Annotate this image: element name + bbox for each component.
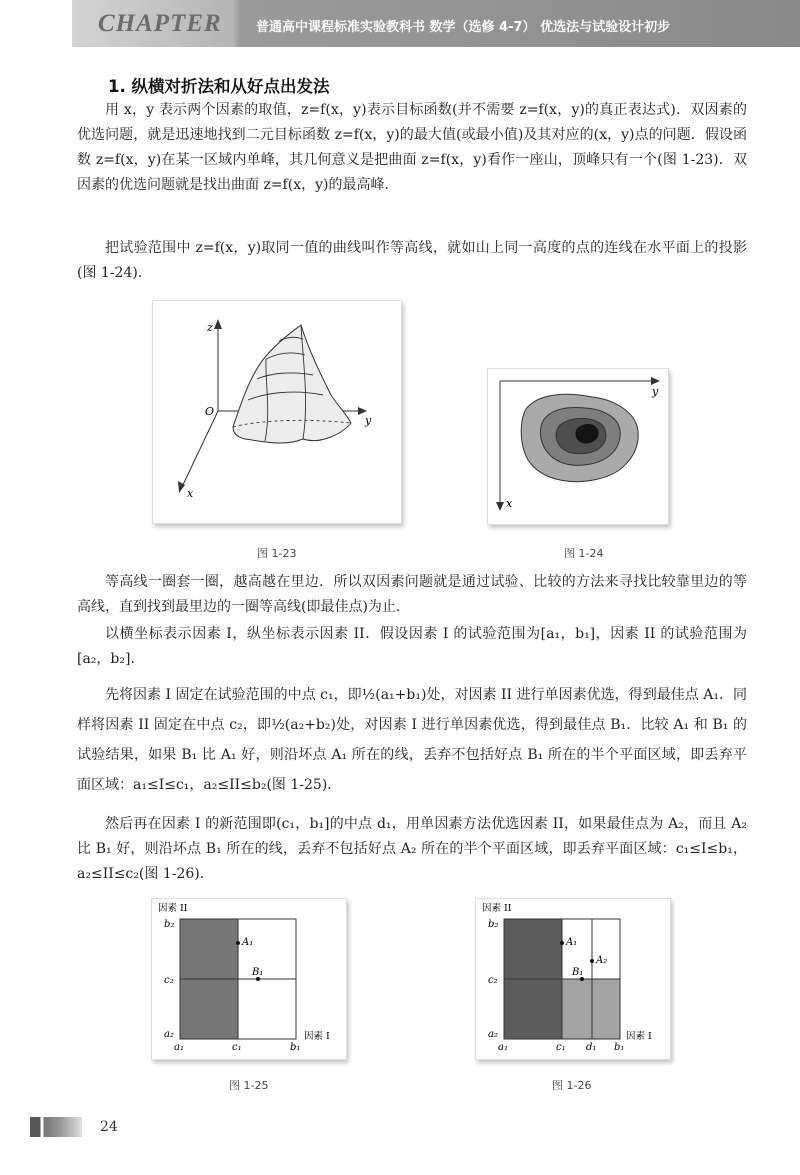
paragraph-2: 把试验范围中 z=f(x，y)取同一值的曲线叫作等高线，就如山上同一高度的点的连线在水平面上的投影(图 1-24)． [77,240,747,281]
fig25-B1-label: B₁ [252,967,264,978]
point-A2 [590,959,594,963]
fig25-a2-label: a₂ [164,1029,174,1040]
fig25-a1-label: a₁ [174,1042,184,1053]
book-title: 普通高中课程标准实验教科书 数学（选修 4-7） 优选法与试验设计初步 [256,20,671,35]
mountain-surface-diagram [153,301,401,523]
paragraph-5: 先将因素 I 固定在试验范围的中点 c₁，即½(a₁+b₁)处，对因素 II 进行单因素优选，得到最佳点 A₁．同样将因素 II 固定在中点 c₂，即½(a₂+b₂)处，对因素 I 进行单因素优选，得到最佳点 B₁．比较 A₁ 和 B₁ 的试验结果，如果 B₁ 比 A₁ 好，则沿坏点 A₁ 所在的线，丢弃不包括好点 B₁ 所在的半个平面区域，即丢弃平面区域：a₁≤I≤c₁，a₂≤II≤b₂(图 1-25)． [77,687,747,793]
point-A1 [560,941,564,945]
figure-1-24 [487,368,669,525]
region-diagram-1-25 [152,899,346,1059]
discarded-region-lower-right [562,979,620,1039]
fig26-axis-x-label: 因素 I [626,1031,652,1042]
fig26-axis-y-label: 因素 II [482,903,512,914]
fig25-caption: 图 1-25 [229,1079,269,1092]
contour-map-diagram [488,369,668,524]
fig25-axis-x-label: 因素 I [304,1031,330,1042]
fig25-b2-label: b₂ [164,919,175,930]
section-title: 1. 纵横对折法和从好点出发法 [108,77,330,96]
fig25-b1-label: b₁ [290,1042,301,1053]
point-A1 [236,941,240,945]
fig24-x-label: x [506,497,513,510]
fig26-B1-label: B₁ [572,967,584,978]
fig23-x-label: x [187,487,194,500]
fig23-caption: 图 1-23 [257,547,297,560]
paragraph-4: 以横坐标表示因素 I，纵坐标表示因素 II．假设因素 I 的试验范围为[a₁，b₁]，因素 II 的试验范围为[a₂，b₂]． [77,626,747,667]
fig26-b2-label: b₂ [488,919,499,930]
fig26-A2-label: A₂ [596,955,608,966]
fig26-a2-label: a₂ [488,1029,498,1040]
chapter-header-bar [72,0,800,47]
fig26-caption: 图 1-26 [552,1079,592,1092]
figure-1-23 [152,300,402,524]
fig25-c2-label: c₂ [164,975,174,986]
fig26-c2-label: c₂ [488,975,498,986]
fig26-c1-label: c₁ [556,1042,566,1053]
paragraph-6: 然后再在因素 I 的新范围即(c₁，b₁]的中点 d₁，用单因素方法优选因素 II，如果最佳点为 A₂，而且 A₂ 比 B₁ 好，则沿坏点 B₁ 所在的线，丢弃不包括好点 A₂ 所在的半个平面区域，即丢弃平面区域：c₁≤I≤b₁，a₂≤II≤c₂(图 1-26)． [77,816,747,882]
fig24-y-label: y [652,385,659,398]
paragraph-1: 用 x，y 表示两个因素的取值，z=f(x，y)表示目标函数(并不需要 z=f(x，y)的真正表达式)．双因素的优选问题，就是迅速地找到二元目标函数 z=f(x，y)的最大值(或最小值)及其对应的(x，y)点的问题．假设函数 z=f(x，y)在某一区域内单峰，其几何意义是把曲面 z=f(x，y)看作一座山，顶峰只有一个(图 1-23)．双因素的优选问题就是找出曲面 z=f(x，y)的最高峰． [77,102,747,193]
fig26-a1-label: a₁ [498,1042,508,1053]
fig25-A1-label: A₁ [242,937,254,948]
paragraph-3: 等高线一圈套一圈，越高越在里边．所以双因素问题就是通过试验、比较的方法来寻找比较靠里边的等高线，直到找到最里边的一圈等高线(即最佳点)为止． [77,574,747,615]
figure-1-25 [151,898,347,1060]
fig26-b1-label: b₁ [614,1042,625,1053]
fig23-origin-label: O [205,405,215,418]
region-diagram-1-26 [476,899,670,1059]
fig25-c1-label: c₁ [232,1042,242,1053]
fig23-y-label: y [365,414,372,427]
fig26-d1-label: d₁ [586,1042,597,1053]
fig25-axis-y-label: 因素 II [158,903,188,914]
figure-1-26 [475,898,671,1060]
fig23-z-label: z [207,321,213,334]
footer-bar [30,1117,82,1137]
fig26-A1-label: A₁ [566,937,578,948]
fig24-caption: 图 1-24 [564,547,604,560]
chapter-word: CHAPTER [98,10,222,37]
page-number: 24 [100,1119,118,1135]
